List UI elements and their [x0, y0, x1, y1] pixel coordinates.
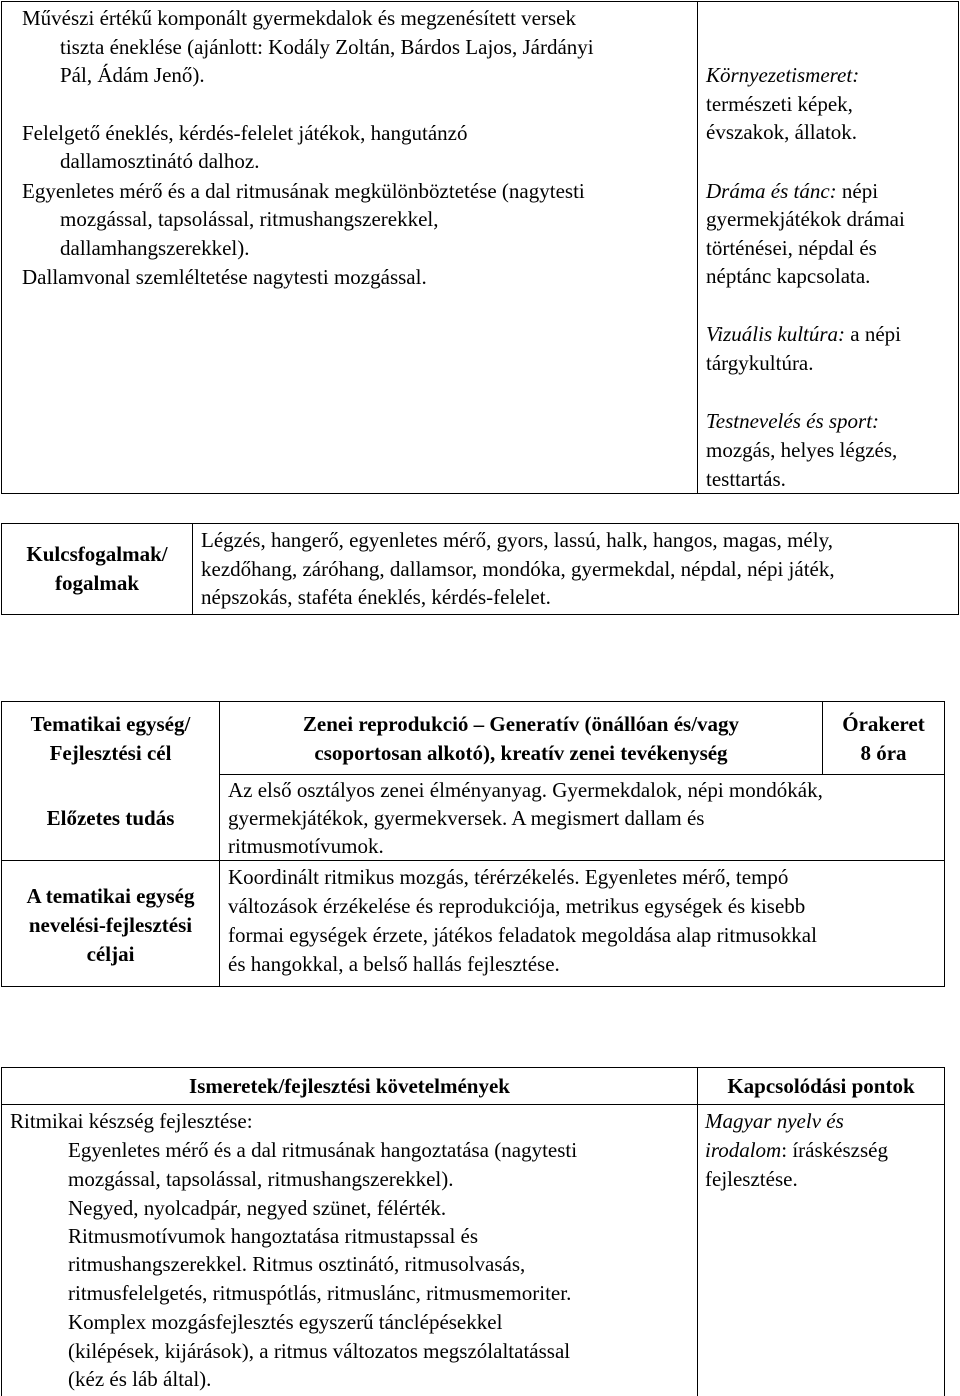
subject-line: [706, 177, 878, 206]
requirements-text: ritmusfelelgetés, ritmuspótlás, ritmuslánc, ritmusmemoriter.: [68, 1281, 572, 1305]
subject-label: Környezetismeret:: [706, 63, 860, 87]
prior-knowledge-text: Az első osztályos zenei élményanyag. Gyermekdalok, népi mondókák,: [228, 778, 823, 802]
activity-text: mozgással, tapsolással, ritmushangszerekkel,: [60, 207, 439, 231]
hours-value: 8 óra: [860, 741, 907, 765]
requirements-text: mozgással, tapsolással, ritmushangszerekkel).: [68, 1167, 454, 1191]
key-concepts-text: Légzés, hangerő, egyenletes mérő, gyors, lassú, halk, hangos, magas, mély,: [201, 528, 833, 552]
unit-label-line: Fejlesztési cél: [49, 741, 172, 765]
activity-text: dallamhangszerekkel).: [60, 236, 250, 260]
requirements-text: Ritmusmotívumok hangoztatása ritmustapssal és: [68, 1224, 479, 1248]
connections-header: Kapcsolódási pontok: [727, 1074, 915, 1098]
subject-text: évszakok, állatok.: [706, 120, 858, 144]
subject-text: testtartás.: [706, 467, 786, 491]
key-concepts-text: kezdőhang, záróhang, dallamsor, mondóka, gyermekdal, népdal, népi játék,: [201, 557, 835, 581]
requirements-intro: Ritmikai készség fejlesztése:: [10, 1109, 253, 1133]
activity-text: Pál, Ádám Jenő).: [60, 63, 205, 87]
requirements-text: (kilépések, kijárások), a ritmus változatos megszólaltatással: [68, 1339, 571, 1363]
key-concepts-label-line: Kulcsfogalmak/: [26, 542, 168, 566]
goals-label-line: A tematikai egység: [26, 884, 195, 908]
requirements-text: Komplex mozgásfejlesztés egyszerű tánclépésekkel: [68, 1310, 503, 1334]
unit-label-line: Tematikai egység/: [30, 712, 191, 736]
subject-text: néptánc kapcsolata.: [706, 264, 871, 288]
subject-text: a népi: [850, 322, 902, 346]
requirements-text: ritmushangszerekkel. Ritmus osztinátó, ritmusolvasás,: [68, 1252, 526, 1276]
activity-text: Egyenletes mérő és a dal ritmusának megkülönböztetése (nagytesti: [22, 179, 585, 203]
prior-knowledge-text: gyermekjátékok, gyermekversek. A megismert dallam és: [228, 806, 705, 830]
unit-title-line: csoportosan alkotó), kreatív zenei tevékenység: [314, 741, 728, 765]
activity-text: Felelgető éneklés, kérdés-felelet játékok, hangutánzó: [22, 121, 468, 145]
activity-text: dallamosztinátó dalhoz.: [60, 149, 260, 173]
subject-text: történései, népdal és: [706, 236, 877, 260]
goals-label-line: nevelési-fejlesztési: [28, 913, 193, 937]
goals-label-line: céljai: [86, 942, 135, 966]
goals-text: Koordinált ritmikus mozgás, térérzékelés. Egyenletes mérő, tempó: [228, 865, 789, 889]
hours-cell: [823, 710, 944, 768]
subject-label: Vizuális kultúra:: [706, 322, 846, 346]
requirements-header: Ismeretek/fejlesztési követelmények: [189, 1074, 510, 1098]
goals-text: és hangokkal, a belső hallás fejlesztése.: [228, 952, 560, 976]
activity-text: tiszta éneklése (ajánlott: Kodály Zoltán, Bárdos Lajos, Járdányi: [60, 35, 594, 59]
unit-label: [2, 710, 219, 768]
subject-text: természeti képek,: [706, 92, 853, 116]
subject-line: [706, 320, 901, 349]
activity-text: Művészi értékű komponált gyermekdalok és megzenésített versek: [22, 6, 576, 30]
subject-text: tárgykultúra.: [706, 351, 814, 375]
key-concepts-label: [2, 540, 192, 598]
subject-text: népi: [841, 179, 879, 203]
goals-label: [2, 882, 219, 969]
connection-line: [705, 1136, 888, 1165]
subject-label: Testnevelés és sport:: [706, 409, 880, 433]
requirements-text: Negyed, nyolcadpár, negyed szünet, félérték.: [68, 1196, 447, 1220]
activity-text: Dallamvonal szemléltetése nagytesti mozgással.: [22, 265, 427, 289]
prior-knowledge-label: Előzetes tudás: [46, 806, 175, 830]
prior-knowledge-text: ritmusmotívumok.: [228, 834, 384, 858]
connection-label: Magyar nyelv és: [705, 1109, 844, 1133]
hours-label: Órakeret: [842, 712, 925, 736]
requirements-text: Egyenletes mérő és a dal ritmusának hangoztatása (nagytesti: [68, 1138, 578, 1162]
subject-text: gyermekjátékok drámai: [706, 207, 905, 231]
unit-title: [220, 710, 822, 768]
key-concepts-text: népszokás, staféta éneklés, kérdés-felelet.: [201, 585, 551, 609]
connection-text: : íráskészség: [781, 1138, 888, 1162]
key-concepts-label-line: fogalmak: [55, 571, 139, 595]
connection-label: irodalom: [705, 1138, 782, 1162]
connection-text: fejlesztése.: [705, 1167, 798, 1191]
goals-text: változások érzékelése és reprodukciója, metrikus egységek és kisebb: [228, 894, 806, 918]
subject-text: mozgás, helyes légzés,: [706, 438, 898, 462]
unit-title-line: Zenei reprodukció – Generatív (önállóan és/vagy: [302, 712, 740, 736]
subject-label: Dráma és tánc:: [706, 179, 837, 203]
goals-text: formai egységek érzete, játékos feladatok megoldása alap ritmusokkal: [228, 923, 817, 947]
requirements-text: (kéz és láb által).: [68, 1367, 212, 1391]
